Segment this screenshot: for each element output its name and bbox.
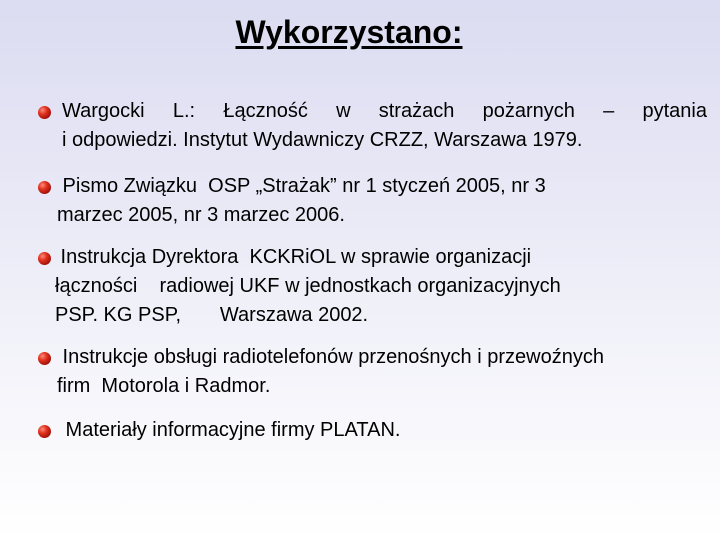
list-item-line	[62, 97, 707, 126]
word: –	[603, 100, 615, 122]
word: Wargocki	[62, 100, 145, 122]
list-item-line: Instrukcja Dyrektora KCKRiOL w sprawie organizacji	[55, 246, 532, 268]
list-item	[60, 416, 700, 445]
list-item-line: marzec 2005, nr 3 marzec 2006.	[57, 204, 345, 226]
word: Łączność	[223, 100, 308, 122]
slide-title: Wykorzystano:	[235, 14, 463, 50]
list-item-line: firm Motorola i Radmor.	[57, 375, 271, 397]
list-item-line: i odpowiedzi. Instytut Wydawniczy CRZZ, Warszawa 1979.	[62, 129, 583, 151]
word: L.:	[172, 100, 196, 122]
list-item	[55, 243, 715, 330]
list-item	[62, 97, 707, 155]
bullet-icon	[38, 181, 51, 194]
bullet-icon	[38, 252, 51, 265]
list-item-line: Materiały informacyjne firmy PLATAN.	[60, 419, 401, 441]
list-item-line: Instrukcje obsługi radiotelefonów przenośnych i przewoźnych	[57, 346, 604, 368]
word: w	[336, 100, 351, 122]
bullet-icon	[38, 425, 51, 438]
bullet-icon	[38, 352, 51, 365]
word: strażach	[378, 100, 455, 122]
bullet-icon	[38, 106, 51, 119]
list-item	[57, 343, 717, 401]
list-item-line: Pismo Związku OSP „Strażak” nr 1 styczeń 2005, nr 3	[57, 175, 546, 197]
word: pytania	[642, 100, 707, 122]
list-item-line: łączności radiowej UKF w jednostkach organizacyjnych	[55, 275, 561, 297]
list-item	[57, 172, 707, 230]
word: pożarnych	[482, 100, 575, 122]
list-item-line: PSP. KG PSP, Warszawa 2002.	[55, 304, 369, 326]
